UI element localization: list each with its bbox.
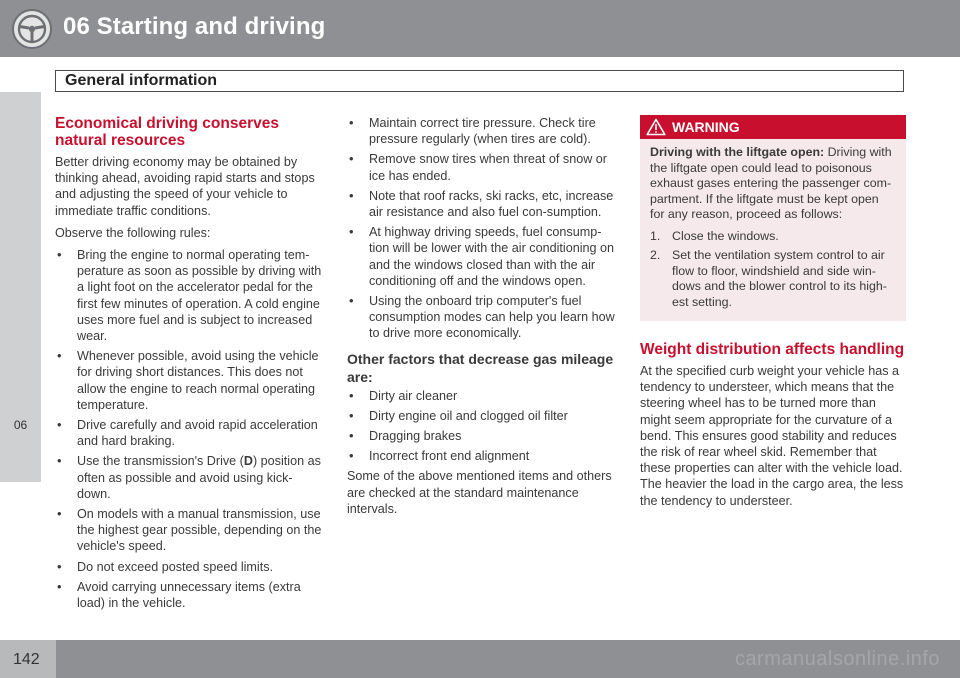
warning-lead-bold: Driving with the liftgate open: bbox=[650, 145, 825, 159]
list-item: • Dragging brakes bbox=[347, 428, 617, 444]
drive-letter: D bbox=[243, 454, 253, 469]
list-item: • Bring the engine to normal operating tem-perature as soon as possible by driving with a light foot on the accelerator pedal for the first few minutes of operation. A cold engine uses more fuel and is subject to increased wear. bbox=[55, 247, 323, 344]
drive-text-before: Use the transmission's Drive ( bbox=[77, 454, 244, 469]
economical-intro: Better driving economy may be obtained by thinking ahead, avoiding rapid starts and stops and adjusting the speed of your vehicle to immediate traffic conditions. bbox=[55, 155, 315, 218]
warning-lead-text: Driving with the liftgate open could lead to poisonous exhaust gases entering the passenger com-partment. If the liftgate must be kept open for any reason, proceed as follows: bbox=[650, 145, 892, 221]
list-item: • Do not exceed posted speed limits. bbox=[55, 559, 323, 575]
step-text: Close the windows. bbox=[672, 228, 779, 243]
list-item bbox=[650, 248, 896, 310]
step-number: 2. bbox=[650, 248, 661, 262]
list-item: • Maintain correct tire pressure. Check tire pressure regularly (when tires are cold). bbox=[347, 115, 617, 147]
warning-triangle-icon bbox=[646, 118, 666, 140]
watermark: carmanualsonline.info bbox=[734, 648, 940, 670]
step-text: Set the ventilation system control to air flow to floor, windshield and side win-dows and the blower control to its high-est setting. bbox=[672, 248, 887, 309]
column-middle bbox=[347, 115, 617, 523]
weight-body: At the specified curb weight your vehicle has a tendency to understeer, which means that the steering wheel has to be turned more than might seem appropriate for the curvature of a bend. This ensures good stability and reduces the risk of rear wheel skid. Remember that these properties can alter with the vehicle load. The heavier the load in the cargo area, the less the tendency to understeer. bbox=[640, 364, 904, 508]
list-item: • Remove snow tires when threat of snow or ice has ended. bbox=[347, 151, 617, 183]
other-factors-heading: Other factors that decrease gas mileage are: bbox=[347, 350, 614, 385]
warning-steps bbox=[650, 229, 896, 311]
list-item: • Dirty air cleaner bbox=[347, 388, 617, 404]
chapter-title: 06 Starting and driving bbox=[63, 13, 326, 40]
economy-tips-list bbox=[347, 115, 617, 342]
page-number: 142 bbox=[13, 651, 40, 668]
chapter-tab-label: 06 bbox=[13, 418, 28, 432]
warning-body bbox=[650, 145, 896, 310]
economical-driving-heading: Economical driving conserves natural resources bbox=[55, 115, 279, 149]
rules-list bbox=[55, 247, 323, 611]
column-right bbox=[640, 115, 906, 515]
list-item: • On models with a manual transmission, use the highest gear possible, depending on the vehicle's speed. bbox=[55, 506, 323, 555]
list-item: • Avoid carrying unnecessary items (extra load) in the vehicle. bbox=[55, 579, 323, 611]
warning-title: WARNING bbox=[672, 119, 740, 135]
list-item: • Incorrect front end alignment bbox=[347, 448, 617, 464]
list-item: • Dirty engine oil and clogged oil filter bbox=[347, 408, 617, 424]
drive-text-after: ) position as often as possible and avoid using kick-down. bbox=[77, 454, 321, 501]
steering-wheel-icon bbox=[12, 9, 52, 49]
other-factors-list bbox=[347, 388, 617, 465]
list-item: • At highway driving speeds, fuel consump-tion will be lower with the air conditioning on and the windows closed than with the air conditioning off and the windows open. bbox=[347, 224, 617, 289]
chapter-side-tab bbox=[0, 92, 41, 482]
list-item: • Drive carefully and avoid rapid acceleration and hard braking. bbox=[55, 417, 323, 449]
list-item: • Note that roof racks, ski racks, etc, increase air resistance and also fuel con-sumption. bbox=[347, 188, 617, 220]
list-item: • Using the onboard trip computer's fuel consumption modes can help you learn how to drive more economically. bbox=[347, 293, 617, 342]
column-left bbox=[55, 115, 323, 615]
section-header bbox=[55, 70, 904, 92]
warning-box bbox=[640, 115, 906, 321]
list-item bbox=[55, 453, 323, 502]
step-number: 1. bbox=[650, 228, 661, 243]
weight-section bbox=[640, 341, 906, 509]
list-item bbox=[650, 229, 896, 245]
weight-distribution-heading: Weight distribution affects handling bbox=[640, 341, 905, 358]
other-factors-closing: Some of the above mentioned items and others are checked at the standard maintenance intervals. bbox=[347, 469, 612, 516]
list-item: • Whenever possible, avoid using the vehicle for driving short distances. This does not allow the engine to reach normal operating temperature. bbox=[55, 348, 323, 413]
rules-intro: Observe the following rules: bbox=[55, 225, 211, 240]
warning-header bbox=[640, 115, 906, 139]
section-title: General information bbox=[65, 72, 218, 89]
